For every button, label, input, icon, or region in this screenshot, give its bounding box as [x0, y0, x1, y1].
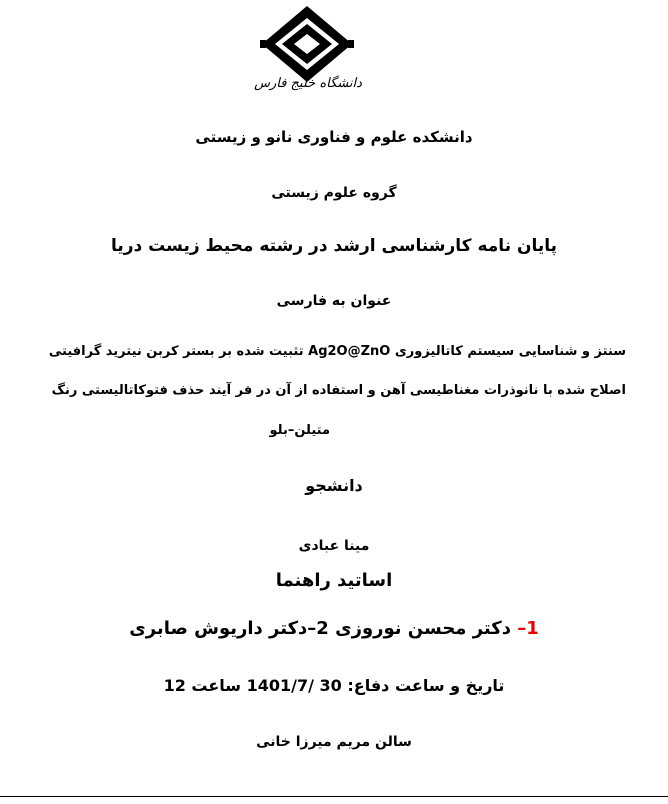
logo-caption: دانشگاه خلیج فارس	[254, 76, 362, 91]
title-line-1: سنتز و شناسایی سیستم کاتالیزوری Ag2O@ZnO تثبیت شده بر بستر کربن نیترید گرافیتی	[48, 344, 626, 359]
university-logo-icon	[252, 4, 362, 84]
student-name: مینا عبادی	[298, 538, 370, 554]
title-line-2: اصلاح شده با نانوذرات مغناطیسی آهن و استفاده از آن در فر آیند حذف فتوکاتالیستی رنگ	[51, 383, 626, 398]
advisors-names: دکتر محسن نوروزی 2–دکتر داریوش صابری	[129, 618, 511, 639]
advisors-line	[0, 618, 668, 640]
faculty-name: دانشکده علوم و فناوری نانو و زیستی	[195, 128, 473, 146]
defense-venue: سالن مریم میرزا خانی	[256, 734, 412, 750]
student-heading: دانشجو	[305, 476, 363, 495]
defense-datetime: تاریخ و ساعت دفاع: 30 /1401/7 ساعت 12	[163, 676, 505, 695]
department-name: گروه علوم زیستی	[271, 185, 397, 201]
bottom-divider	[0, 796, 668, 797]
title-heading: عنوان به فارسی	[276, 293, 392, 309]
advisors-prefix: 1–	[517, 618, 539, 639]
thesis-degree-title: پایان نامه کارشناسی ارشد در رشته محیط زیست دریا	[110, 236, 558, 256]
advisors-heading: اساتید راهنما	[275, 570, 393, 591]
title-line-3: متیلن–بلو	[269, 423, 330, 438]
